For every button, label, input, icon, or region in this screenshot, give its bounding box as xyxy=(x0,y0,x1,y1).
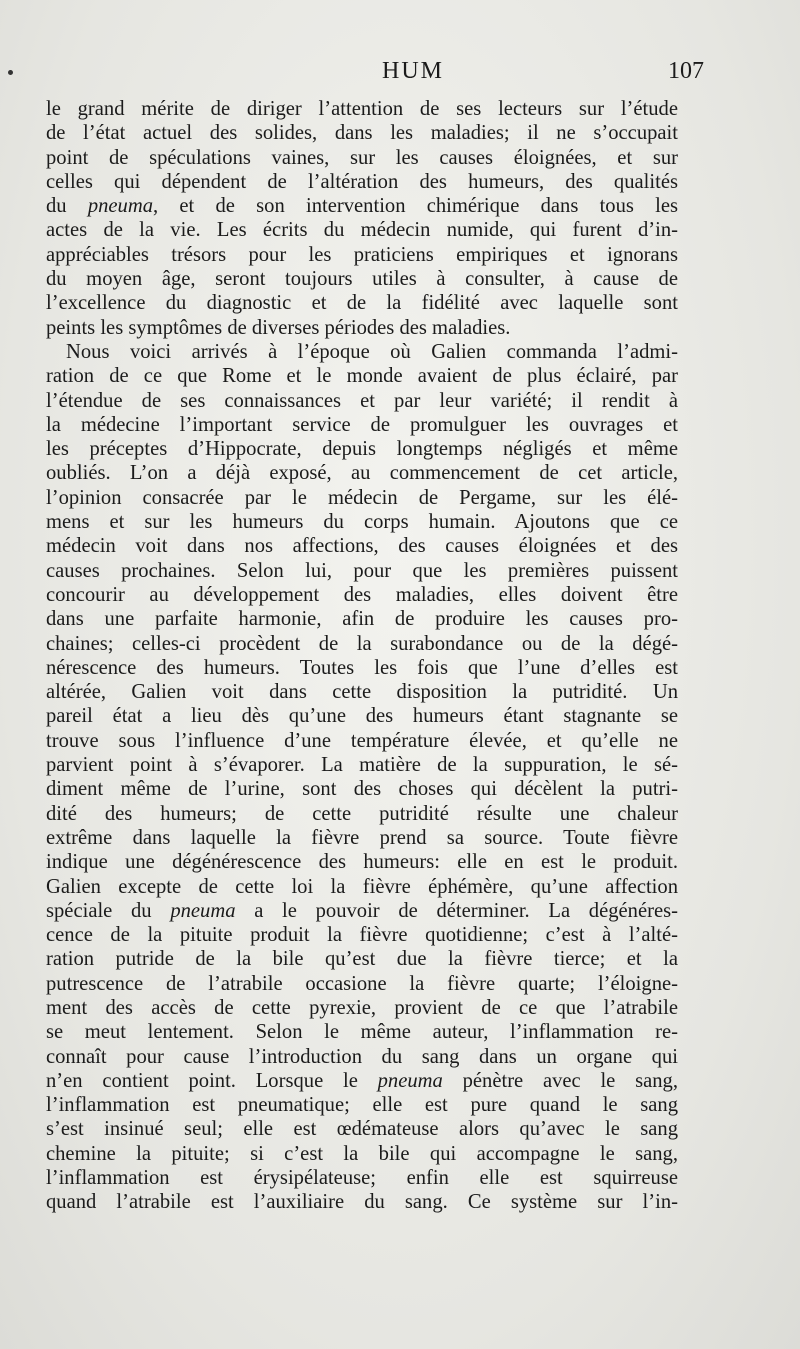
text-line: parvient point à s’évaporer. La matière de la suppuration, le sé- xyxy=(46,754,678,777)
italic-term: pneuma xyxy=(87,195,154,218)
text-line: peints les symptômes de diverses périodes des maladies. xyxy=(46,316,511,339)
text-segment: , et de son intervention chimérique dans tous les xyxy=(153,195,678,218)
text-line: dité des humeurs; de cette putridité résulte une chaleur xyxy=(46,802,678,825)
text-line: mens et sur les humeurs du corps humain. Ajoutons que ce xyxy=(46,511,678,534)
text-line: dans une parfaite harmonie, afin de produire les causes pro- xyxy=(46,608,678,631)
text-line: du moyen âge, seront toujours utiles à consulter, à cause de xyxy=(46,268,678,291)
text-line: la médecine l’important service de promulguer les ouvrages et xyxy=(46,413,678,436)
text-line: l’inflammation est érysipélateuse; enfin elle est squirreuse xyxy=(46,1167,678,1190)
text-line: chemine la pituite; si c’est la bile qui accompagne le sang, xyxy=(46,1142,678,1165)
text-line xyxy=(46,899,678,923)
text-line: extrême dans laquelle la fièvre prend sa source. Toute fièvre xyxy=(46,826,678,849)
text-line: point de spéculations vaines, sur les causes éloignées, et sur xyxy=(46,146,678,169)
text-line: ration de ce que Rome et le monde avaient de plus éclairé, par xyxy=(46,365,678,388)
text-line: Galien excepte de cette loi la fièvre éphémère, qu’une affection xyxy=(46,875,678,898)
text-line: actes de la vie. Les écrits du médecin numide, qui furent d’in- xyxy=(46,219,678,242)
text-line: trouve sous l’influence d’une température élevée, et qu’elle ne xyxy=(46,729,678,752)
text-line: l’opinion consacrée par le médecin de Pergame, sur les élé- xyxy=(46,486,678,509)
text-line: quand l’atrabile est l’auxiliaire du sang. Ce système sur l’in- xyxy=(46,1191,678,1214)
body-text xyxy=(46,97,678,1215)
italic-term: pneuma xyxy=(377,1069,443,1092)
text-line: celles qui dépendent de l’altération des humeurs, des qualités xyxy=(46,170,678,193)
text-line: connaît pour cause l’introduction du sang dans un organe qui xyxy=(46,1045,678,1068)
text-line: nérescence des humeurs. Toutes les fois que l’une d’elles est xyxy=(46,656,678,679)
text-line: de l’état actuel des solides, dans les maladies; il ne s’occupait xyxy=(46,122,678,145)
text-line: se meut lentement. Selon le même auteur, l’inflammation re- xyxy=(46,1021,678,1044)
text-line: appréciables trésors pour les praticiens empiriques et ignorans xyxy=(46,243,678,266)
running-head: HUM xyxy=(381,58,444,84)
text-line: oubliés. L’on a déjà exposé, au commencement de cet article, xyxy=(46,462,678,485)
text-line: les préceptes d’Hippocrate, depuis longtemps négligés et même xyxy=(46,438,678,461)
text-line: indique une dégénérescence des humeurs: elle en est le produit. xyxy=(46,851,678,874)
text-line: altérée, Galien voit dans cette disposition la putridité. Un xyxy=(46,681,678,704)
text-line: diment même de l’urine, sont des choses qui décèlent la putri- xyxy=(46,778,678,801)
text-line: pareil état a lieu dès qu’une des humeurs étant stagnante se xyxy=(46,705,678,728)
text-line: s’est insinué seul; elle est œdémateuse alors qu’avec le sang xyxy=(46,1118,678,1141)
text-line: l’inflammation est pneumatique; elle est pure quand le sang xyxy=(46,1094,678,1117)
text-line: putrescence de l’atrabile occasione la fièvre quarte; l’éloigne- xyxy=(46,972,678,995)
text-line: concourir au développement des maladies, elles doivent être xyxy=(46,583,678,606)
text-line: ration putride de la bile qu’est due la fièvre tierce; et la xyxy=(46,948,678,971)
margin-dot xyxy=(8,70,13,75)
text-segment: a le pouvoir de déterminer. La dégénéres- xyxy=(235,899,678,922)
text-line: médecin voit dans nos affections, des causes éloignées et des xyxy=(46,535,678,558)
text-line xyxy=(46,194,678,218)
text-line: cence de la pituite produit la fièvre quotidienne; c’est à l’alté- xyxy=(46,924,678,947)
text-line: causes prochaines. Selon lui, pour que les premières puissent xyxy=(46,559,678,582)
text-segment: du xyxy=(46,195,88,218)
page-number: 107 xyxy=(668,58,704,84)
text-segment: n’en contient point. Lorsque le xyxy=(46,1069,378,1092)
text-line: l’excellence du diagnostic et de la fidélité avec laquelle sont xyxy=(46,292,678,315)
text-line: l’étendue de ses connaissances et par leur variété; il rendit à xyxy=(46,389,678,412)
text-line: le grand mérite de diriger l’attention de ses lecteurs sur l’étude xyxy=(46,98,678,120)
text-segment: spéciale du xyxy=(46,899,171,922)
text-line: ment des accès de cette pyrexie, provient de ce que l’atrabile xyxy=(46,996,678,1019)
text-line: Nous voici arrivés à l’époque où Galien commanda l’admi- xyxy=(66,340,678,363)
text-line: chaines; celles-ci procèdent de la surabondance ou de la dégé- xyxy=(46,632,678,655)
page-header xyxy=(46,58,780,94)
text-segment: pénètre avec le sang, xyxy=(442,1069,678,1092)
italic-term: pneuma xyxy=(170,899,236,922)
text-line xyxy=(46,1069,678,1093)
